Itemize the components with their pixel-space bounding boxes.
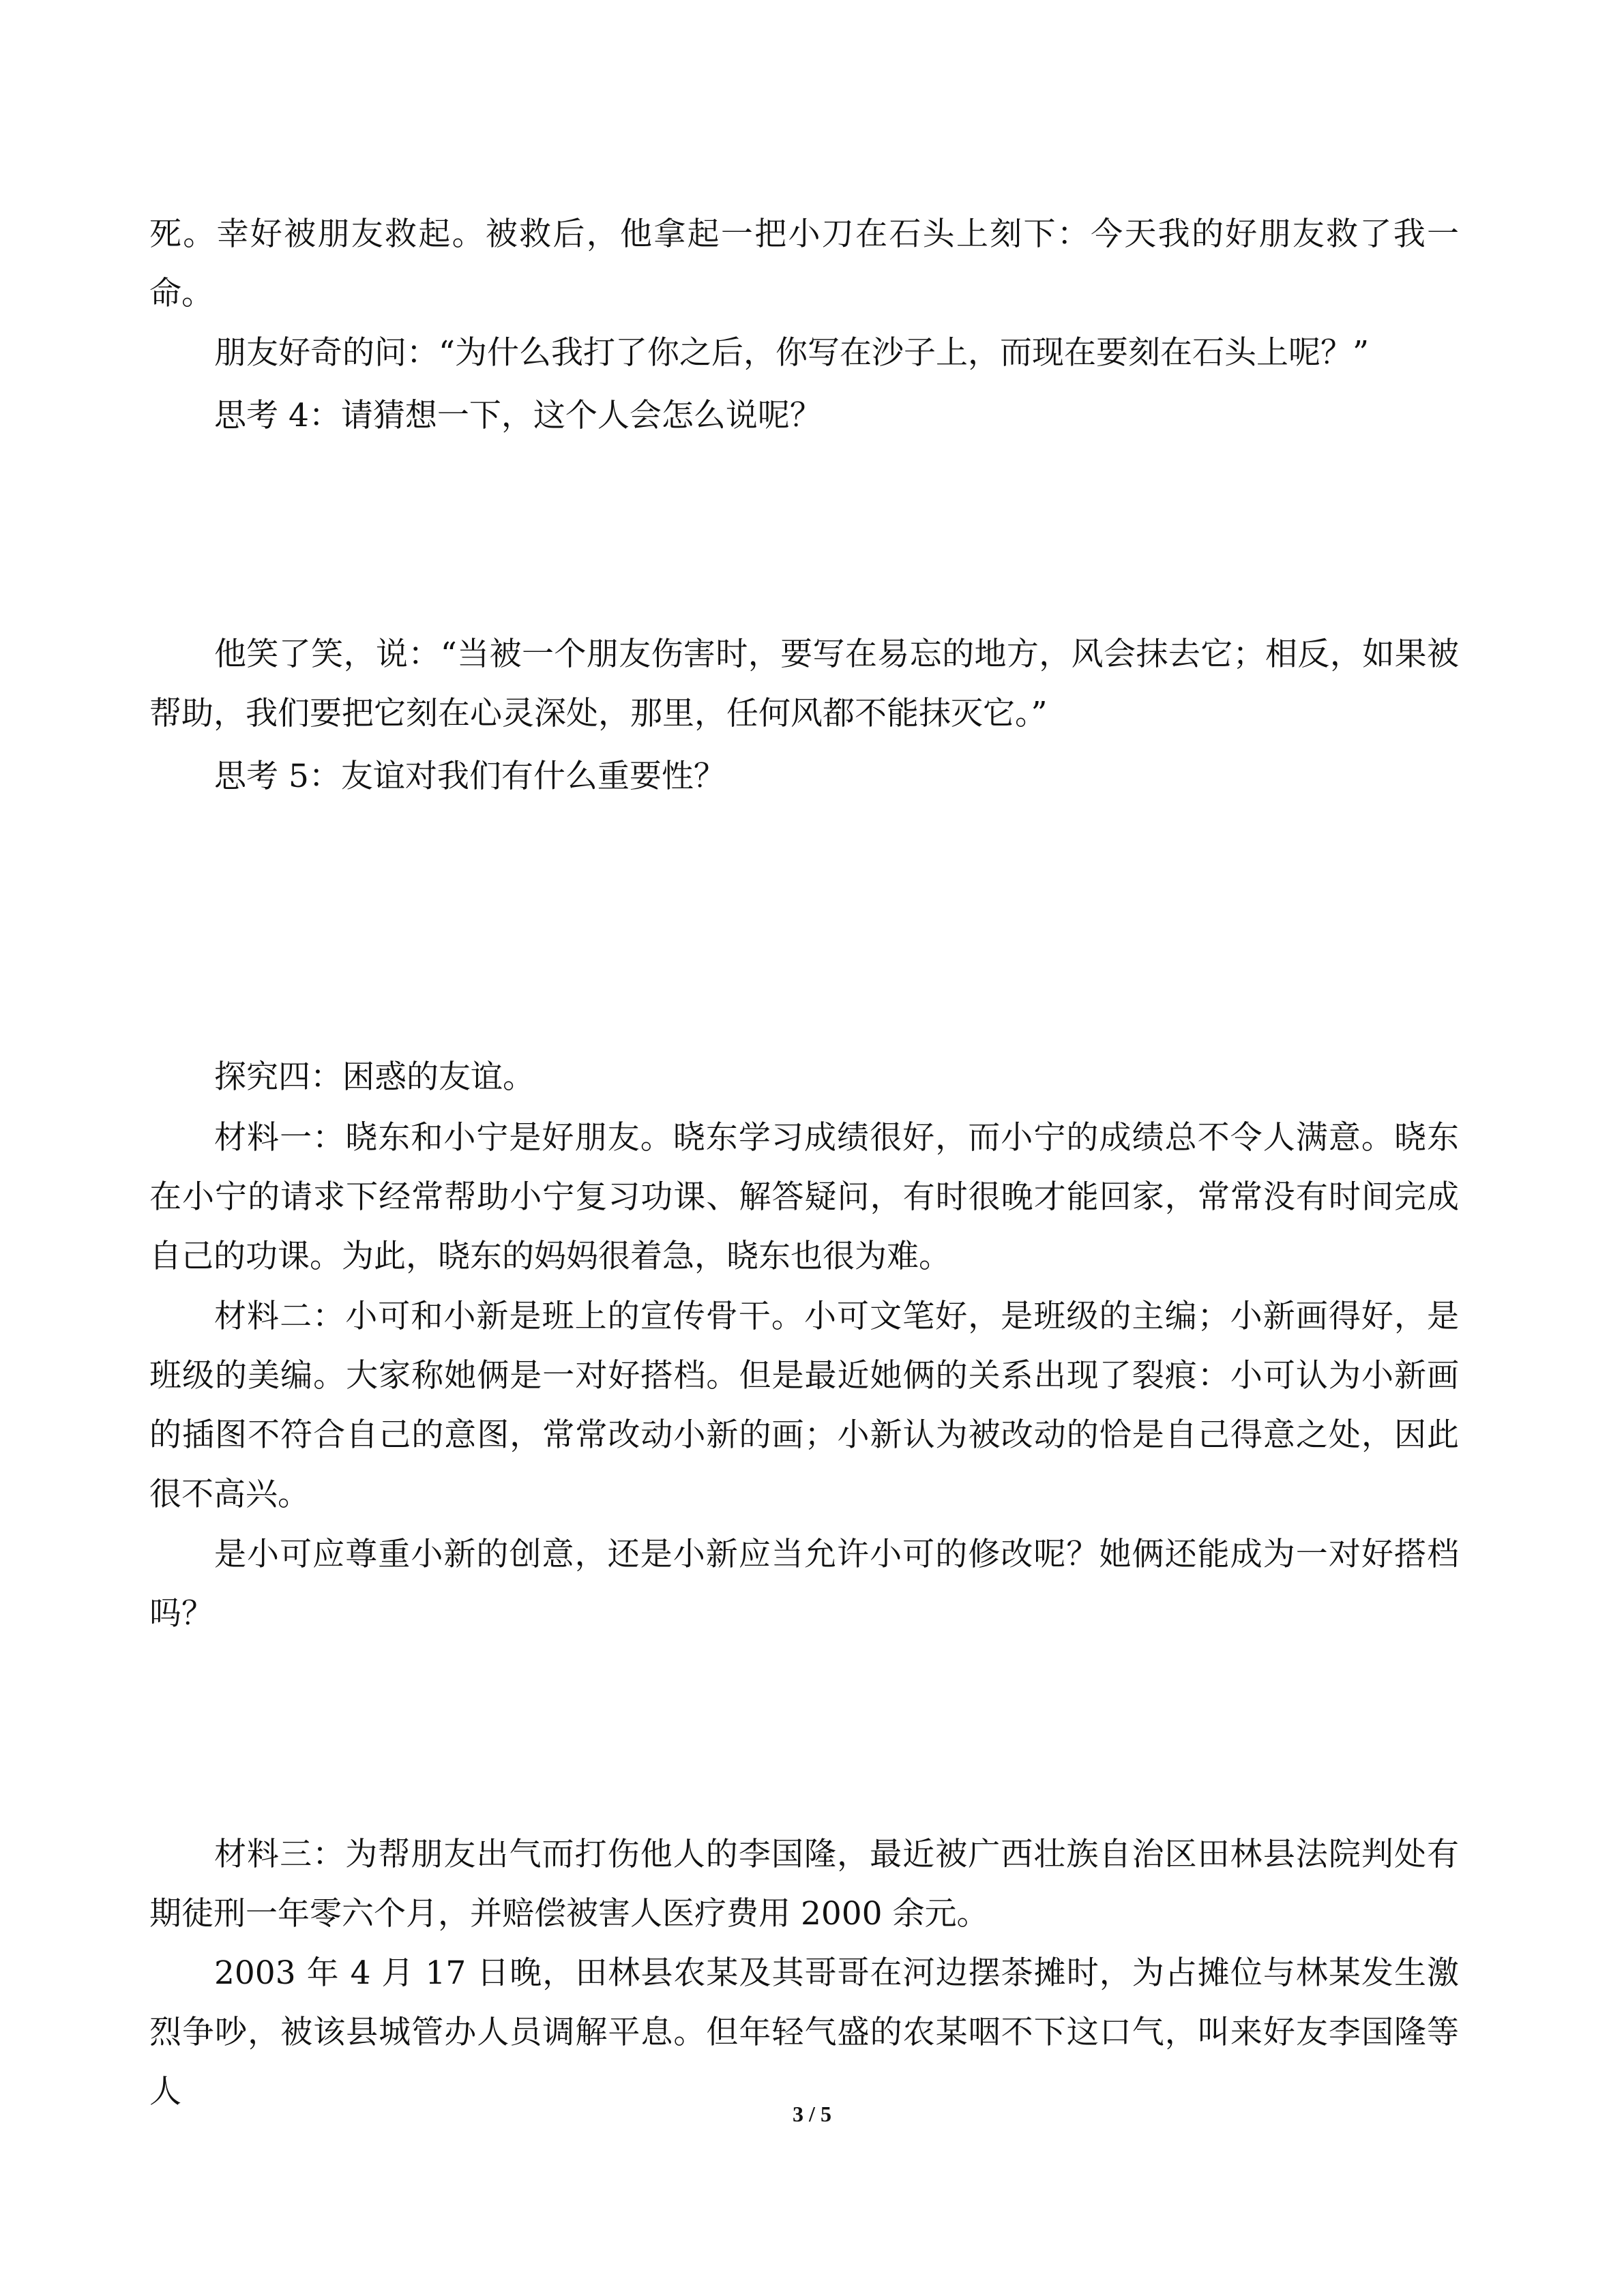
paragraph-question-4: 思考 4：请猜想一下，这个人会怎么说呢？ (214, 397, 822, 434)
paragraph-question-partners: 是小可应尊重小新的创意，还是小新应当允许小可的修改呢？她俩还能成为一对好搭档吗？ (149, 1536, 1459, 1632)
paragraph-material-1: 材料一：晓东和小宁是好朋友。晓东学习成绩很好，而小宁的成绩总不令人满意。晓东在小宁的请求下经常帮助小宁复习功课、解答疑问，有时很晚才能回家，常常没有时间完成自己的功课。为此，晓东的妈妈很着急，晓东也很为难。 (149, 1119, 1459, 1275)
paragraph-story-continuation: 死。幸好被朋友救起。被救后，他拿起一把小刀在石头上刻下：今天我的好朋友救了我一命。 (149, 215, 1459, 312)
paragraph-material-2: 材料二：小可和小新是班上的宣传骨干。小可文笔好，是班级的主编；小新画得好，是班级的美编。大家称她俩是一对好搭档。但是最近她俩的关系出现了裂痕：小可认为小新画的插图不符合自己的意图，常常改动小新的画；小新认为被改动的恰是自己得意之处，因此很不高兴。 (149, 1298, 1459, 1513)
paragraph-material-3: 材料三：为帮朋友出气而打伤他人的李国隆，最近被广西壮族自治区田林县法院判处有期徒刑一年零六个月，并赔偿被害人医疗费用 2000 余元。 (149, 1836, 1459, 1933)
paragraph-friend-answer: 他笑了笑，说：“当被一个朋友伤害时，要写在易忘的地方，风会抹去它；相反，如果被帮助，我们要把它刻在心灵深处，那里，任何风都不能抹灭它。” (149, 636, 1459, 732)
paragraph-friend-question: 朋友好奇的问：“为什么我打了你之后，你写在沙子上，而现在要刻在石头上呢？” (214, 334, 1370, 372)
section-heading-inquiry-4: 探究四：困惑的友谊。 (214, 1058, 535, 1096)
paragraph-case-details: 2003 年 4 月 17 日晚，田林县农某及其哥哥在河边摆茶摊时，为占摊位与林某发生激烈争吵，被该县城管办人员调解平息。但年轻气盛的农某咽不下这口气，叫来好友李国隆等人 (149, 1954, 1459, 2111)
paragraph-question-5: 思考 5：友谊对我们有什么重要性？ (214, 758, 726, 795)
page-number: 3 / 5 (793, 2102, 831, 2126)
